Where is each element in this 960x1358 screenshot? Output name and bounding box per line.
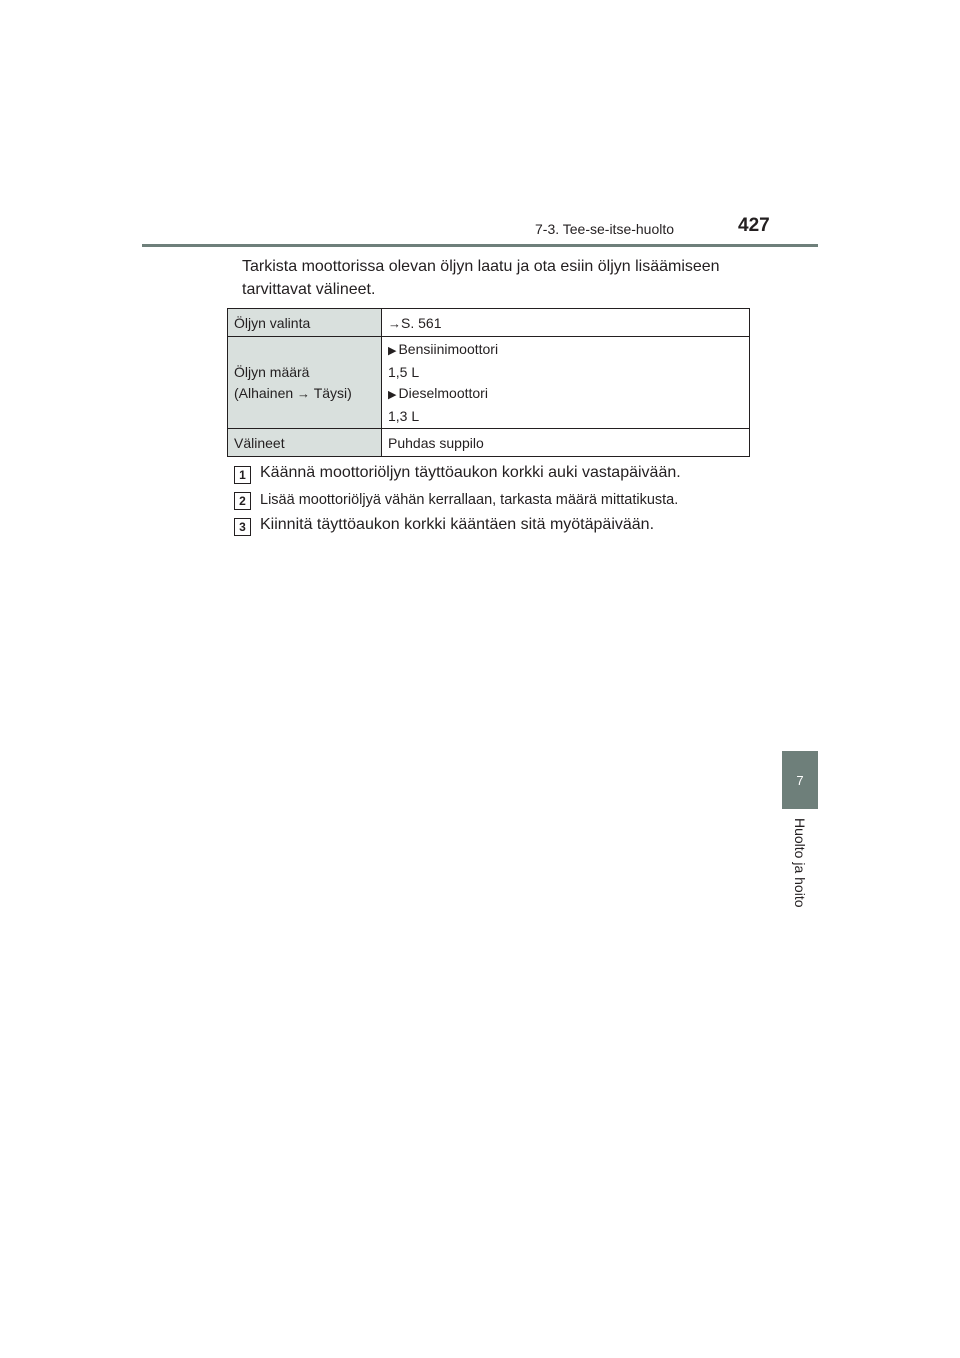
step-list bbox=[234, 462, 754, 540]
triangle-bullet-icon: ▶ bbox=[388, 388, 397, 401]
page-number: 427 bbox=[738, 215, 770, 236]
page-reference-link[interactable]: S. 561 bbox=[401, 314, 442, 331]
row-label bbox=[228, 337, 382, 429]
arrow-right-icon: → bbox=[388, 315, 401, 331]
arrow-right-icon: → bbox=[297, 385, 311, 401]
header-divider bbox=[142, 244, 818, 247]
section-title: 7-3. Tee-se-itse-huolto bbox=[535, 221, 675, 237]
chapter-title: Huolto ja hoito bbox=[792, 818, 808, 908]
oil-amount: 1,3 L bbox=[388, 407, 420, 424]
step-text: Käännä moottoriöljyn täyttöaukon korkki auki vastapäivään. bbox=[260, 464, 681, 481]
engine-type bbox=[388, 339, 749, 362]
row-label: Välineet bbox=[228, 429, 382, 457]
step-number-badge: 3 bbox=[234, 518, 251, 536]
engine-name: Bensiinimoottori bbox=[398, 340, 499, 357]
engine-type bbox=[388, 383, 749, 406]
step-text: Kiinnitä täyttöaukon korkki kääntäen sitä myötäpäivään. bbox=[260, 516, 655, 533]
table-row bbox=[228, 309, 750, 337]
label-fragment: (Alhainen bbox=[234, 384, 294, 401]
step-item bbox=[234, 514, 754, 540]
table-row bbox=[228, 429, 750, 457]
row-value bbox=[382, 309, 750, 337]
step-item bbox=[234, 462, 754, 488]
engine-name: Dieselmoottori bbox=[398, 384, 488, 401]
oil-spec-table bbox=[227, 308, 750, 457]
row-value: Puhdas suppilo bbox=[382, 429, 750, 457]
step-number-badge: 2 bbox=[234, 492, 251, 510]
row-value bbox=[382, 337, 750, 429]
step-item bbox=[234, 488, 754, 514]
chapter-tab: 7 bbox=[782, 751, 818, 809]
row-label: Öljyn valinta bbox=[228, 309, 382, 337]
label-line bbox=[234, 383, 381, 404]
oil-amount: 1,5 L bbox=[388, 363, 420, 380]
triangle-bullet-icon: ▶ bbox=[388, 344, 397, 357]
step-number-badge: 1 bbox=[234, 466, 251, 484]
step-text: Lisää moottoriöljyä vähän kerrallaan, tarkasta määrä mittatikusta. bbox=[260, 492, 679, 508]
label-line: Öljyn määrä bbox=[234, 363, 310, 380]
intro-paragraph: Tarkista moottorissa olevan öljyn laatu ja ota esiin öljyn lisäämiseen tarvittavat välineet. bbox=[242, 258, 720, 298]
table-row bbox=[228, 337, 750, 429]
label-fragment: Täysi) bbox=[313, 384, 352, 401]
